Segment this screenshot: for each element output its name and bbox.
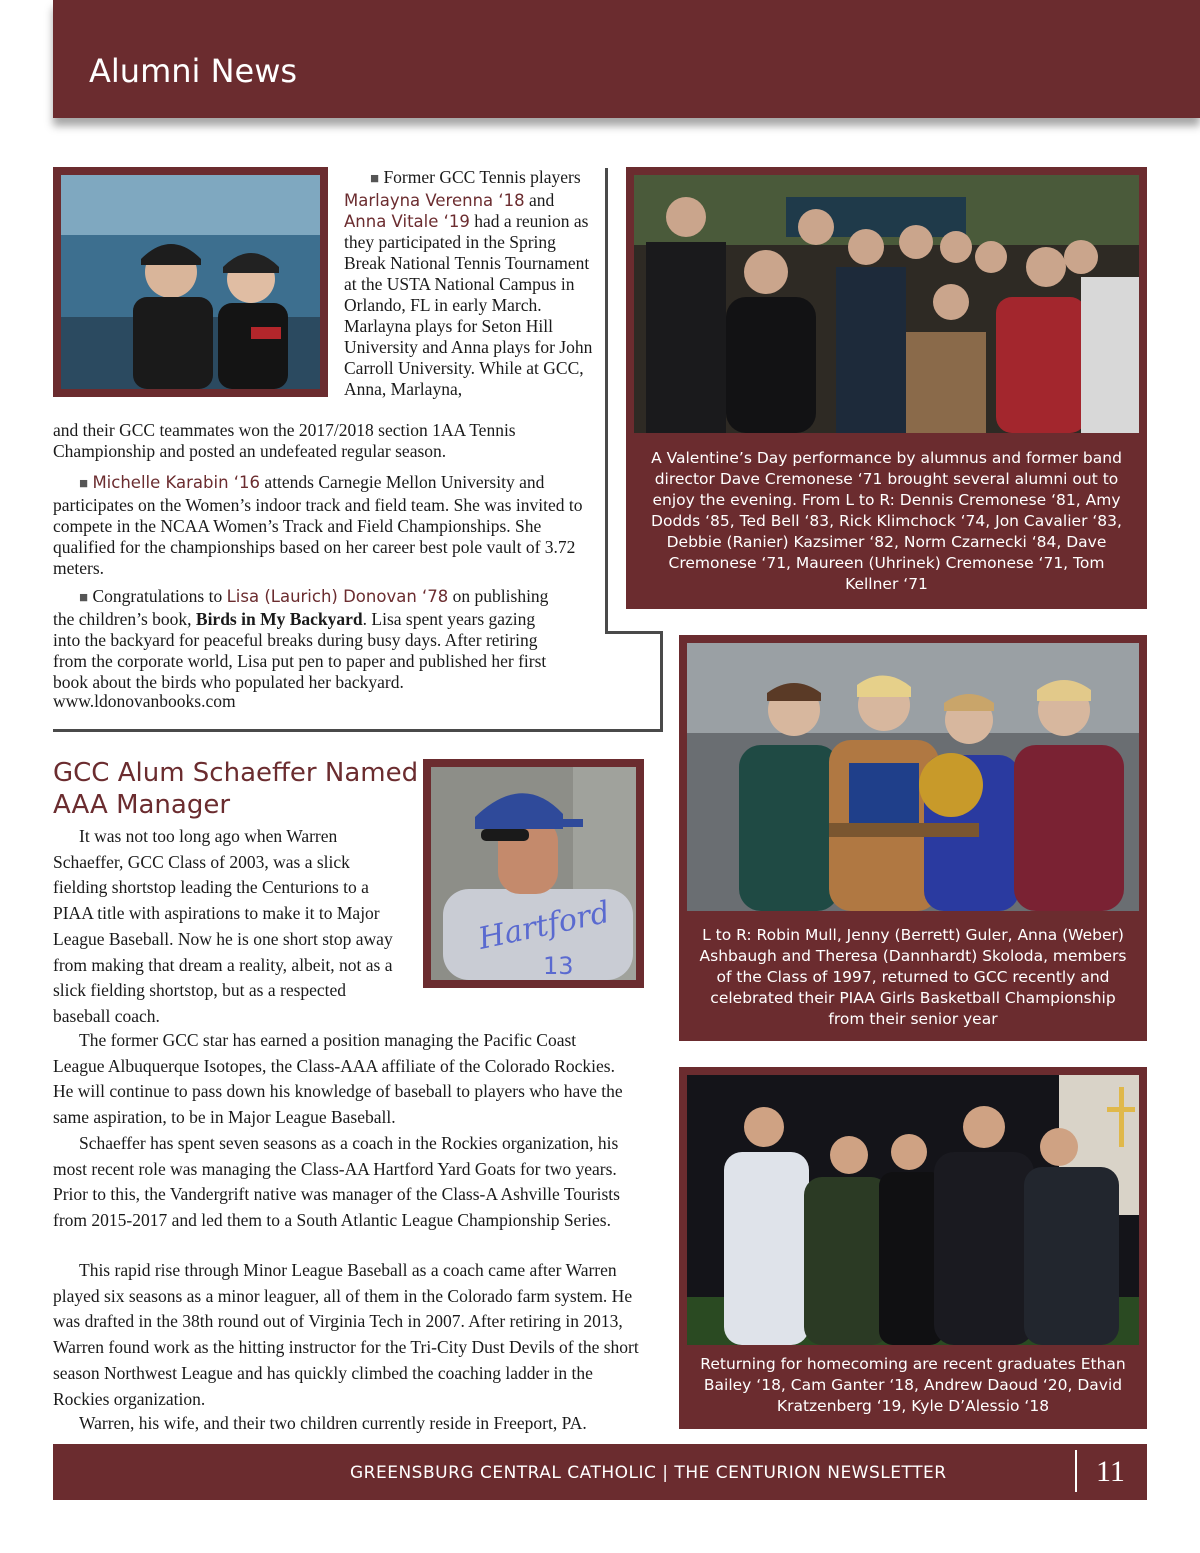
article-paragraph-1: It was not too long ago when Warren Schaeffer, GCC Class of 2003, was a slick fielding shortstop leading the Centurions to a PIAA title with aspirations to make it to Major League Baseball. Now he is one short stop away from making that dream a reality, albeit, not as a slick fielding shortstop, but as a respected baseball coach.: [53, 826, 393, 1026]
valentine-photo-image: [626, 167, 1147, 437]
basketball-photo-card: [679, 635, 1147, 1041]
donovan-intro: Congratulations to: [92, 586, 223, 606]
divider-horizontal-article: [53, 729, 663, 732]
donovan-item-text: [53, 586, 553, 693]
footer-separator: [1075, 1450, 1077, 1492]
tennis-body: had a reunion as they participated in the Spring Break National Tennis Tournament at the USTA National Campus in Orlando, FL in early March. Marlayna plays for Seton Hill University and Anna plays for John Carroll University. While at GCC, Anna, Marlayna,: [344, 211, 593, 399]
item-bullet: ■: [370, 171, 380, 187]
valentine-caption: A Valentine’s Day performance by alumnus and former band director Dave Cremonese ‘71 brought several alumni out to enjoy the evening. From L to R: Dennis Cremonese ‘81, Amy Dodds ‘85, Ted Bell ‘83, Rick Klimchock ‘74, Jon Cavalier ‘83, Debbie (Ranier) Kazsimer ‘82, Norm Czarnecki ‘84, Dave Cremonese ‘71, Maureen (Uhrinek) Cremonese ‘71, Tom Kellner ‘71: [651, 449, 1122, 593]
tennis-and: and: [529, 190, 555, 210]
jersey-wordmark: Hartford: [475, 894, 613, 957]
homecoming-caption: Returning for homecoming are recent graduates Ethan Bailey ‘18, Cam Ganter ‘18, Andrew Daoud ‘20, David Kratzenberg ‘19, Kyle D’Alessio ‘18: [700, 1355, 1126, 1415]
donovan-body: . Lisa spent years gazing into the backyard for peaceful breaks during busy days. After retiring from the corporate world, Lisa put pen to paper and published her first book about the birds who populated her backyard.: [53, 609, 547, 692]
tennis-item-text: [344, 167, 594, 400]
karabin-item-text: [53, 472, 598, 579]
article-paragraph-5: Warren, his wife, and their two children currently reside in Freeport, PA.: [79, 1413, 587, 1433]
footer-publication: GREENSBURG CENTRAL CATHOLIC | THE CENTURION NEWSLETTER: [350, 1463, 947, 1483]
page-title: Alumni News: [89, 52, 298, 90]
tennis-name-2: Anna Vitale ‘19: [344, 212, 470, 231]
divider-vertical-lower: [660, 631, 663, 731]
donovan-url[interactable]: www.ldonovanbooks.com: [53, 691, 236, 711]
donovan-name: Lisa (Laurich) Donovan ‘78: [226, 587, 449, 606]
schaeffer-photo: [423, 759, 644, 988]
karabin-body: attends Carnegie Mellon University and participates on the Women’s indoor track and field team. She was invited to compete in the NCAA Women’s Track and Field Championships. She qualified for the championships based on her career best pole vault of 3.72 meters.: [53, 472, 583, 578]
homecoming-photo-image: [679, 1067, 1147, 1347]
article-paragraph-4: This rapid rise through Minor League Baseball as a coach came after Warren played six seasons as a minor leaguer, all of them in the Colorado farm system. He was drafted in the 38th round out of Virginia Tech in 2007. After retiring in 2013, Warren found work as the hitting instructor for the Tri-City Dust Devils of the short season Northwest League and has quickly climbed the coaching ladder in the Rockies organization.: [53, 1260, 639, 1409]
donovan-on: on publishing the children’s book,: [53, 586, 549, 629]
basketball-caption: L to R: Robin Mull, Jenny (Berrett) Guler, Anna (Weber) Ashbaugh and Theresa (Dannhardt) Skoloda, members of the Class of 1997, returned to GCC recently and celebrated their PIAA Girls Basketball Championship from their senior year: [699, 926, 1127, 1028]
homecoming-photo-card: [679, 1067, 1147, 1429]
schaeffer-photo-image: [423, 759, 644, 988]
tennis-item-text-continued: and their GCC teammates won the 2017/2018 section 1AA Tennis Championship and posted an undefeated regular season.: [53, 420, 516, 461]
tennis-name-1: Marlayna Verenna ‘18: [344, 191, 525, 210]
item-bullet: ■: [79, 590, 89, 606]
article-paragraph-3: Schaeffer has spent seven seasons as a coach in the Rockies organization, his most recent role was managing the Class-AA Hartford Yard Goats for two years. Prior to this, the Vandergrift native was manager of the Class-A Ashville Tourists from 2015-2017 and led them to a South Atlantic League Championship Series.: [53, 1133, 620, 1231]
tennis-photo-image: [53, 167, 328, 397]
tennis-intro: Former GCC Tennis players: [383, 167, 581, 187]
item-bullet: ■: [79, 476, 89, 492]
divider-vertical-upper: [605, 168, 608, 633]
basketball-photo-image: [679, 635, 1147, 913]
book-title: Birds in My Backyard: [195, 609, 363, 629]
karabin-name: Michelle Karabin ‘16: [92, 473, 261, 492]
valentine-photo-card: [626, 167, 1147, 609]
article-title: GCC Alum Schaeffer Named AAA Manager: [53, 758, 419, 820]
divider-horizontal-step: [605, 631, 663, 634]
jersey-number: 13: [543, 952, 574, 980]
page-number: 11: [1096, 1455, 1125, 1488]
tennis-photo: [53, 167, 328, 397]
article-paragraph-2: The former GCC star has earned a position managing the Pacific Coast League Albuquerque Isotopes, the Class-AAA affiliate of the Colorado Rockies. He will continue to pass down his knowledge of baseball to players who have the same aspiration, to be in Major League Baseball.: [53, 1030, 623, 1128]
